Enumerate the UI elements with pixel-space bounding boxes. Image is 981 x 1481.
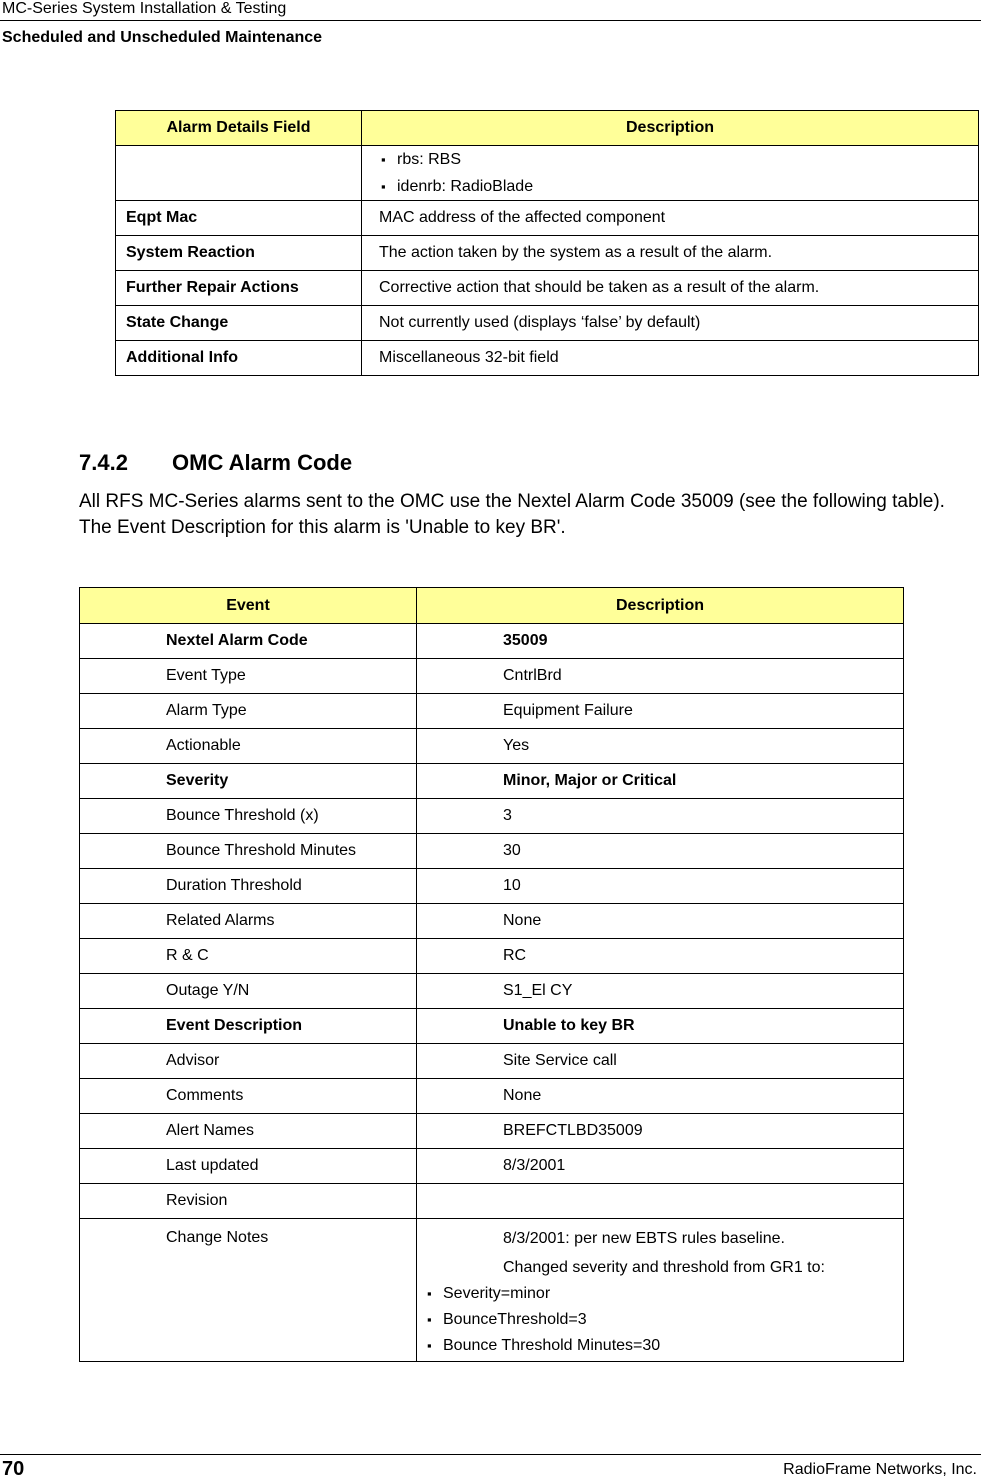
table-row bbox=[80, 764, 904, 799]
table-cell-event: Event Description bbox=[80, 1009, 417, 1044]
table-cell-description: 10 bbox=[417, 869, 904, 904]
change-notes-list bbox=[417, 1281, 903, 1359]
column-header-description: Description bbox=[417, 588, 904, 624]
list-item: ▪ idenrb: RadioBlade bbox=[379, 173, 968, 200]
table-row bbox=[116, 146, 979, 201]
table-cell-description bbox=[417, 1184, 904, 1219]
table-row bbox=[80, 1219, 904, 1362]
table-cell-description: BREFCTLBD35009 bbox=[417, 1114, 904, 1149]
table-cell-description: Unable to key BR bbox=[417, 1009, 904, 1044]
company-name: RadioFrame Networks, Inc. bbox=[783, 1461, 977, 1478]
alarm-details-table bbox=[115, 110, 979, 376]
table-row bbox=[80, 624, 904, 659]
table-cell-event: Alert Names bbox=[80, 1114, 417, 1149]
table-row bbox=[116, 201, 979, 236]
table-row bbox=[80, 869, 904, 904]
table-cell-description: None bbox=[417, 904, 904, 939]
table-cell-event: Revision bbox=[80, 1184, 417, 1219]
change-note-line: 8/3/2001: per new EBTS rules baseline. bbox=[503, 1230, 785, 1247]
table-row bbox=[80, 1114, 904, 1149]
table-row bbox=[80, 974, 904, 1009]
table-row bbox=[80, 1079, 904, 1114]
table-row bbox=[116, 236, 979, 271]
table-cell-field bbox=[116, 146, 362, 201]
table-row bbox=[80, 694, 904, 729]
table-row bbox=[116, 271, 979, 306]
table-cell-description: Corrective action that should be taken as a result of the alarm. bbox=[362, 271, 979, 306]
list-item: ▪ Severity=minor bbox=[427, 1281, 903, 1307]
table-cell-field: State Change bbox=[116, 306, 362, 341]
table-row bbox=[80, 904, 904, 939]
table-row bbox=[80, 1044, 904, 1079]
table-cell-event: Actionable bbox=[80, 729, 417, 764]
table-cell-description: Minor, Major or Critical bbox=[417, 764, 904, 799]
change-note-line: Changed severity and threshold from GR1 to: bbox=[503, 1259, 825, 1276]
section-title: OMC Alarm Code bbox=[172, 450, 353, 475]
table-cell-event: Comments bbox=[80, 1079, 417, 1114]
table-row bbox=[80, 1009, 904, 1044]
table-cell-event: Last updated bbox=[80, 1149, 417, 1184]
table-cell-description: RC bbox=[417, 939, 904, 974]
table-row bbox=[80, 659, 904, 694]
table-cell-event: Alarm Type bbox=[80, 694, 417, 729]
table-cell-description: 8/3/2001 bbox=[417, 1149, 904, 1184]
table-cell-description: None bbox=[417, 1079, 904, 1114]
header-rule bbox=[0, 20, 981, 21]
table-row bbox=[116, 306, 979, 341]
table-cell-description: Miscellaneous 32-bit field bbox=[362, 341, 979, 376]
table-row bbox=[80, 1184, 904, 1219]
table-cell-event: Outage Y/N bbox=[80, 974, 417, 1009]
column-header-event: Event bbox=[80, 588, 417, 624]
change-notes-cell bbox=[417, 1219, 904, 1362]
footer-rule bbox=[0, 1454, 981, 1455]
table-cell-event: Severity bbox=[80, 764, 417, 799]
table-cell-description: Yes bbox=[417, 729, 904, 764]
table-cell-description: Not currently used (displays ‘false’ by default) bbox=[362, 306, 979, 341]
table-cell-description: MAC address of the affected component bbox=[362, 201, 979, 236]
table-cell-event: Bounce Threshold Minutes bbox=[80, 834, 417, 869]
list-item: ▪ Bounce Threshold Minutes=30 bbox=[427, 1333, 903, 1359]
table-row bbox=[80, 939, 904, 974]
table-cell-description: Equipment Failure bbox=[417, 694, 904, 729]
table-cell-description: The action taken by the system as a result of the alarm. bbox=[362, 236, 979, 271]
event-table bbox=[79, 587, 904, 1362]
list-item: ▪ rbs: RBS bbox=[379, 146, 968, 173]
table-cell-description: 35009 bbox=[417, 624, 904, 659]
table-cell-event: Related Alarms bbox=[80, 904, 417, 939]
table-cell-event: R & C bbox=[80, 939, 417, 974]
table-cell-event: Nextel Alarm Code bbox=[80, 624, 417, 659]
table-cell-event: Change Notes bbox=[80, 1219, 417, 1362]
document-title: MC-Series System Installation & Testing bbox=[2, 0, 287, 17]
table-cell-description: S1_El CY bbox=[417, 974, 904, 1009]
table-cell-description bbox=[362, 146, 979, 201]
table-row bbox=[116, 341, 979, 376]
section-paragraph: All RFS MC-Series alarms sent to the OMC use the Nextel Alarm Code 35009 (see the following table). The Event Description for this alarm is 'Unable to key BR'. bbox=[79, 491, 945, 538]
table-cell-event: Advisor bbox=[80, 1044, 417, 1079]
list-item: ▪ BounceThreshold=3 bbox=[427, 1307, 903, 1333]
table-cell-field: Eqpt Mac bbox=[116, 201, 362, 236]
table-cell-description: CntrlBrd bbox=[417, 659, 904, 694]
table-row bbox=[80, 799, 904, 834]
table-cell-event: Bounce Threshold (x) bbox=[80, 799, 417, 834]
page-number: 70 bbox=[2, 1458, 25, 1480]
table-cell-event: Event Type bbox=[80, 659, 417, 694]
table-cell-field: Additional Info bbox=[116, 341, 362, 376]
table-cell-field: Further Repair Actions bbox=[116, 271, 362, 306]
chapter-title: Scheduled and Unscheduled Maintenance bbox=[2, 29, 323, 46]
table-header-row bbox=[80, 588, 904, 624]
table-header-row bbox=[116, 111, 979, 146]
section-number: 7.4.2 bbox=[79, 450, 128, 475]
table-cell-description: 3 bbox=[417, 799, 904, 834]
table-cell-description: Site Service call bbox=[417, 1044, 904, 1079]
table-cell-event: Duration Threshold bbox=[80, 869, 417, 904]
table-row bbox=[80, 729, 904, 764]
bullet-list bbox=[379, 146, 968, 200]
column-header-field: Alarm Details Field bbox=[116, 111, 362, 146]
column-header-description: Description bbox=[362, 111, 979, 146]
table-row bbox=[80, 1149, 904, 1184]
table-cell-field: System Reaction bbox=[116, 236, 362, 271]
table-row bbox=[80, 834, 904, 869]
table-cell-description: 30 bbox=[417, 834, 904, 869]
